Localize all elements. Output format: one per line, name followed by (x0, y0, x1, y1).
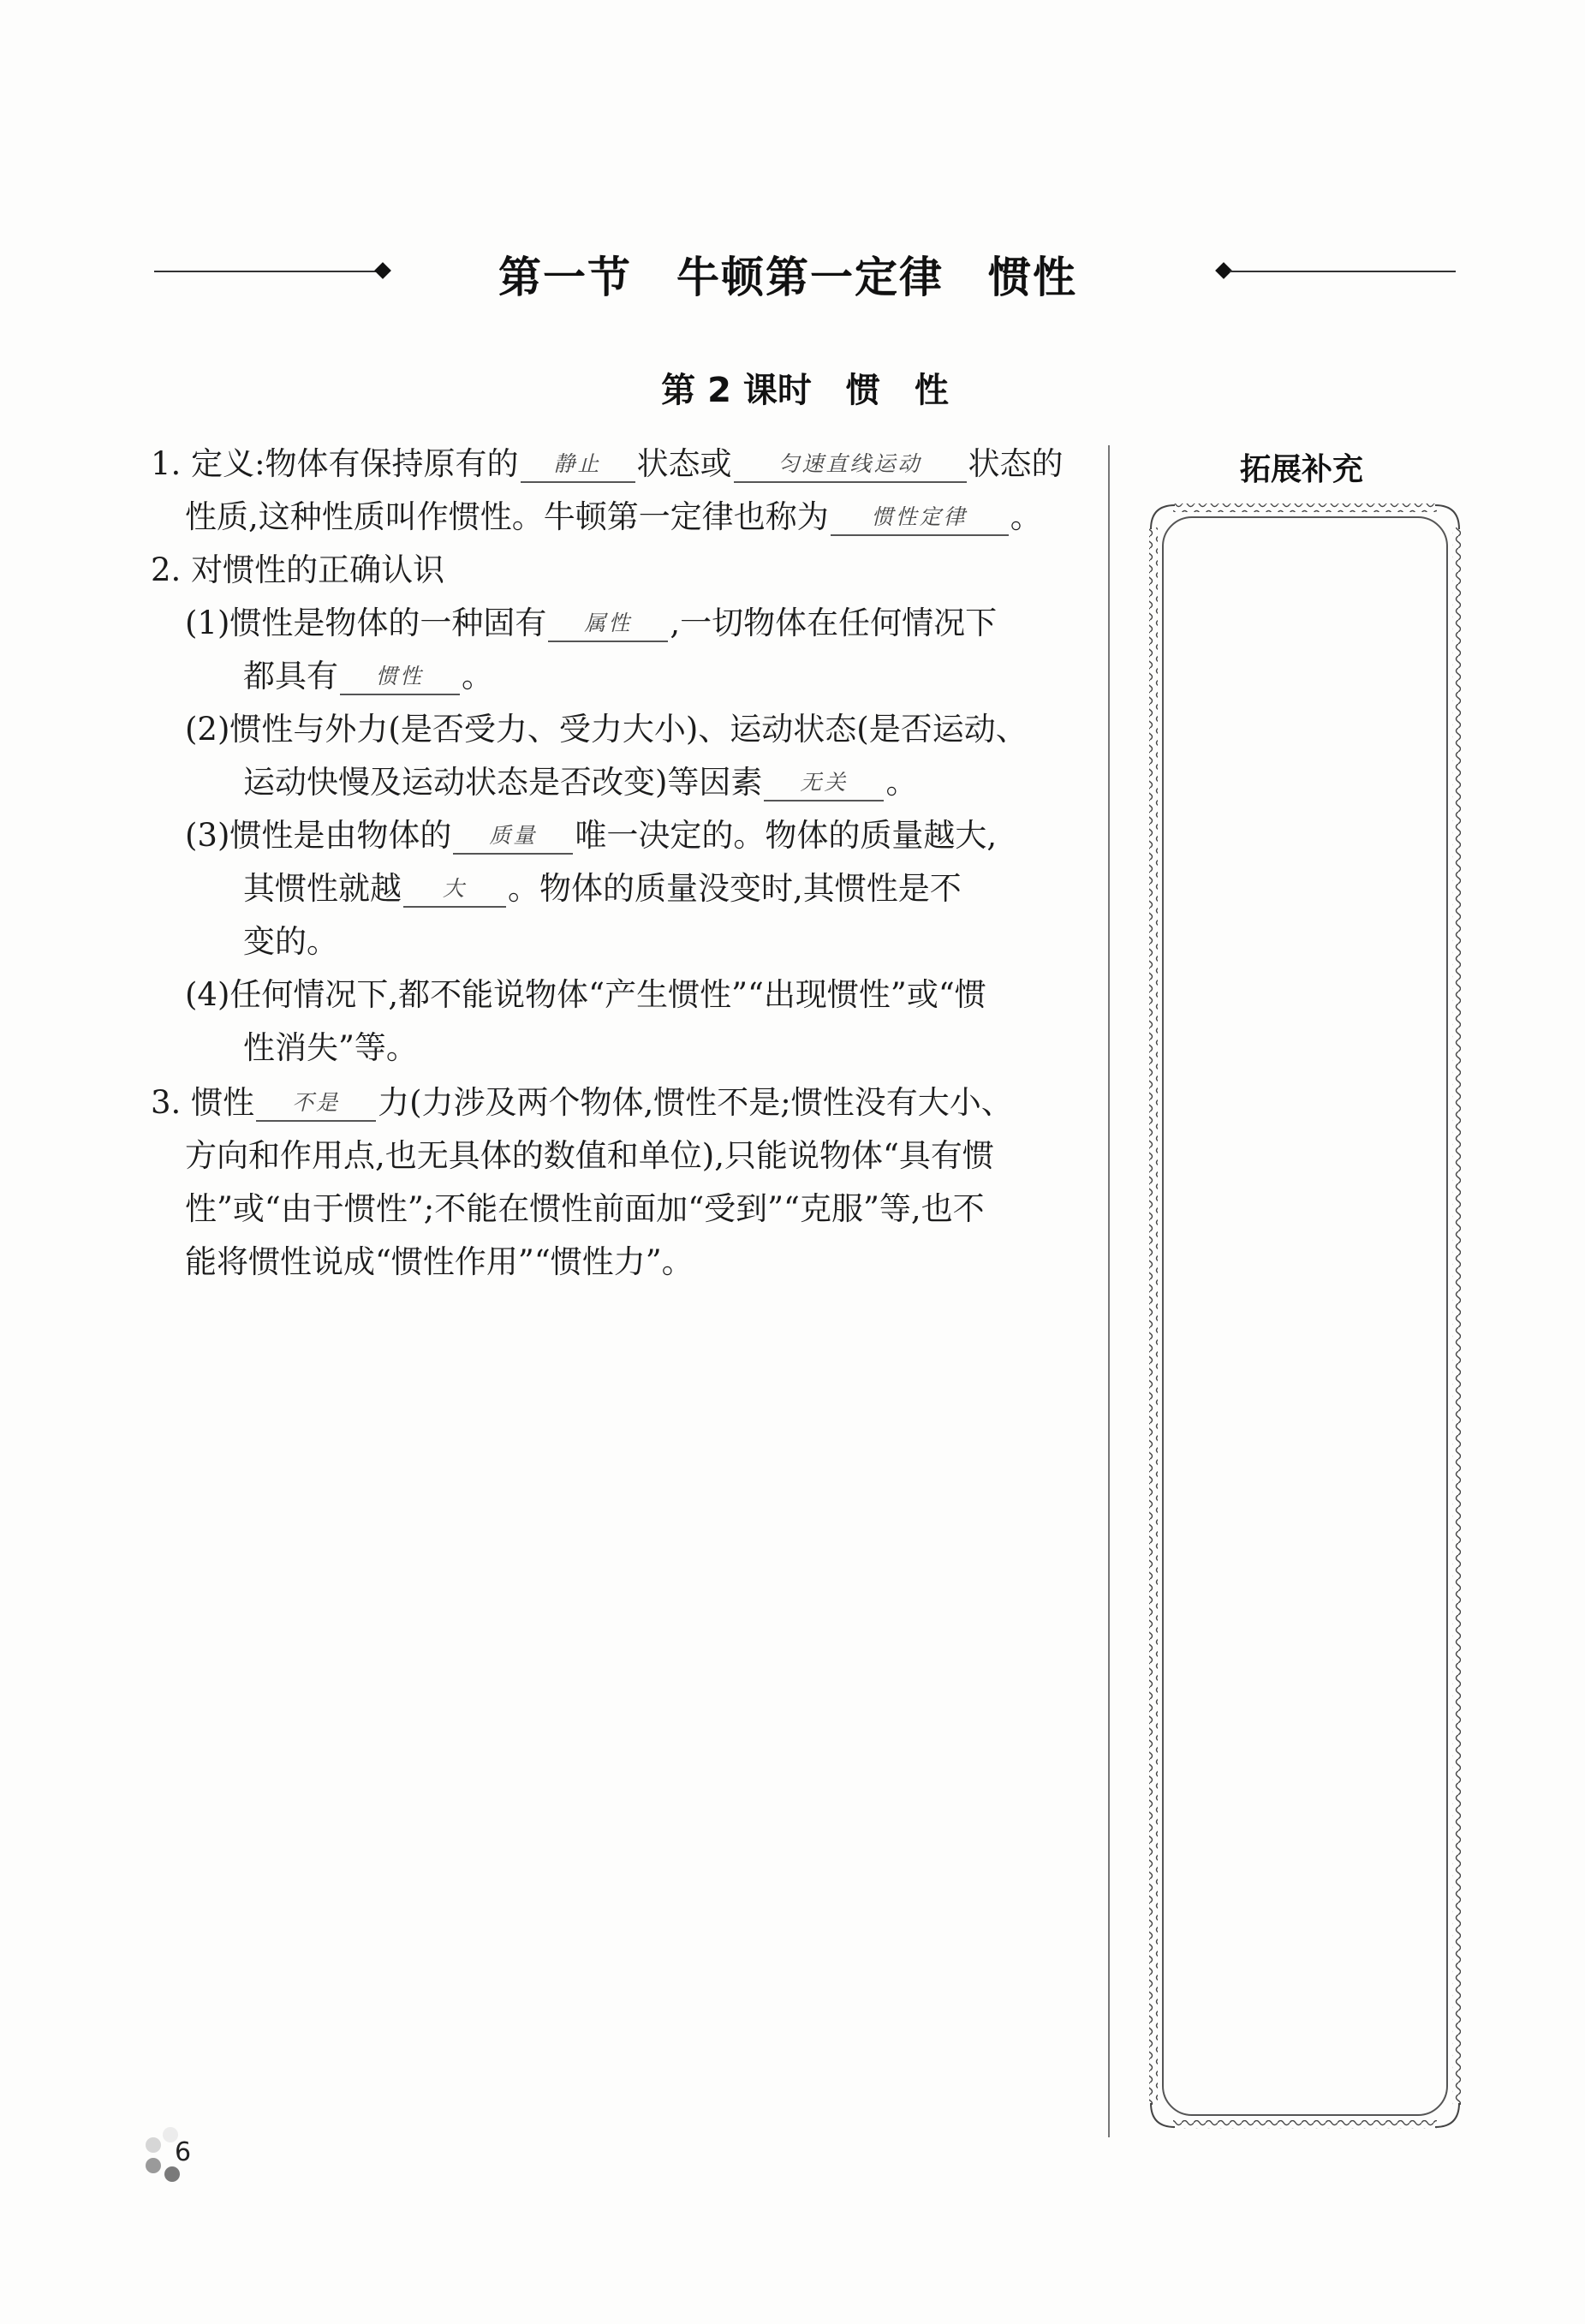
lesson-subtitle: 第 2 课时 惯 性 (661, 371, 949, 410)
text: 状态或 (636, 445, 732, 482)
handwritten-answer: 匀速直线运动 (778, 451, 922, 476)
ornamental-note-frame (1146, 500, 1464, 2132)
text: 。 (462, 658, 493, 694)
handwritten-answer: 质量 (489, 823, 538, 848)
handwritten-answer: 惯性 (375, 664, 424, 688)
text: 运动快慢及运动状态是否改变)等因素 (243, 764, 763, 801)
hexagon-ornament (146, 2137, 161, 2153)
item-3-line-1 (151, 1084, 1013, 1122)
handwritten-answer: 惯性定律 (871, 504, 968, 529)
section-title: 第一节 牛顿第一定律 惯性 (498, 253, 1077, 302)
text: 性质,这种性质叫作惯性。牛顿第一定律也称为 (185, 498, 829, 535)
column-divider (1108, 445, 1110, 2137)
text: 都具有 (243, 658, 338, 694)
text: 3. 惯性 (151, 1084, 255, 1121)
item-2-3-line-3: 变的。 (243, 923, 338, 960)
handwritten-answer: 属性 (584, 611, 633, 635)
answer-blank (340, 658, 460, 695)
title-rule-right (1230, 271, 1456, 272)
answer-blank (453, 817, 573, 855)
item-1-line-2 (185, 498, 1042, 536)
text: (3)惯性是由物体的 (185, 817, 452, 854)
answer-blank (403, 870, 506, 908)
item-2-2-line-1: (2)惯性与外力(是否受力、受力大小)、运动状态(是否运动、 (185, 711, 1028, 748)
text: 。物体的质量没变时,其惯性是不 (508, 870, 962, 907)
answer-blank (256, 1084, 376, 1122)
handwritten-answer: 大 (442, 876, 467, 901)
handwritten-answer: 无关 (800, 770, 849, 795)
item-3-line-2: 方向和作用点,也无具体的数值和单位),只能说物体“具有惯 (185, 1137, 994, 1174)
text: 1. 定义:物体有保持原有的 (151, 445, 519, 482)
item-2-2-line-2 (243, 764, 917, 801)
text: 状态的 (968, 445, 1064, 482)
item-3-line-4: 能将惯性说成“惯性作用”“惯性力”。 (185, 1243, 694, 1280)
text: (1)惯性是物体的一种固有 (185, 605, 547, 641)
item-2-4-line-1: (4)任何情况下,都不能说物体“产生惯性”“出现惯性”或“惯 (185, 976, 986, 1013)
answer-blank (521, 445, 635, 483)
item-2-4-line-2: 性消失”等。 (243, 1029, 418, 1066)
hexagon-ornament (164, 2166, 180, 2182)
diamond-ornament-left (374, 262, 391, 279)
item-2-3-line-2 (243, 870, 962, 908)
item-1-line-1 (151, 445, 1064, 483)
text: 。 (885, 764, 918, 801)
item-2-heading: 2. 对惯性的正确认识 (151, 551, 445, 588)
text: ,一切物体在任何情况下 (670, 605, 998, 641)
text: 唯一决定的。物体的质量越大, (575, 817, 998, 854)
hexagon-ornament (146, 2158, 161, 2173)
sidebar-title: 拓展补充 (1239, 452, 1363, 487)
answer-blank (764, 764, 884, 801)
title-rule-left (154, 271, 378, 272)
item-2-1-line-1 (185, 605, 997, 642)
page-number: 6 (175, 2137, 192, 2167)
answer-blank (831, 498, 1009, 536)
item-2-1-line-2 (243, 658, 493, 695)
text: 。 (1010, 498, 1042, 535)
handwritten-answer: 静止 (553, 451, 602, 476)
text: 力(力涉及两个物体,惯性不是;惯性没有大小、 (378, 1084, 1013, 1121)
answer-blank (548, 605, 668, 642)
answer-blank (734, 445, 967, 483)
item-2-3-line-1 (185, 817, 997, 855)
text: 其惯性就越 (243, 870, 402, 907)
item-3-line-3: 性”或“由于惯性”;不能在惯性前面加“受到”“克服”等,也不 (185, 1190, 985, 1227)
handwritten-answer: 不是 (292, 1090, 341, 1115)
